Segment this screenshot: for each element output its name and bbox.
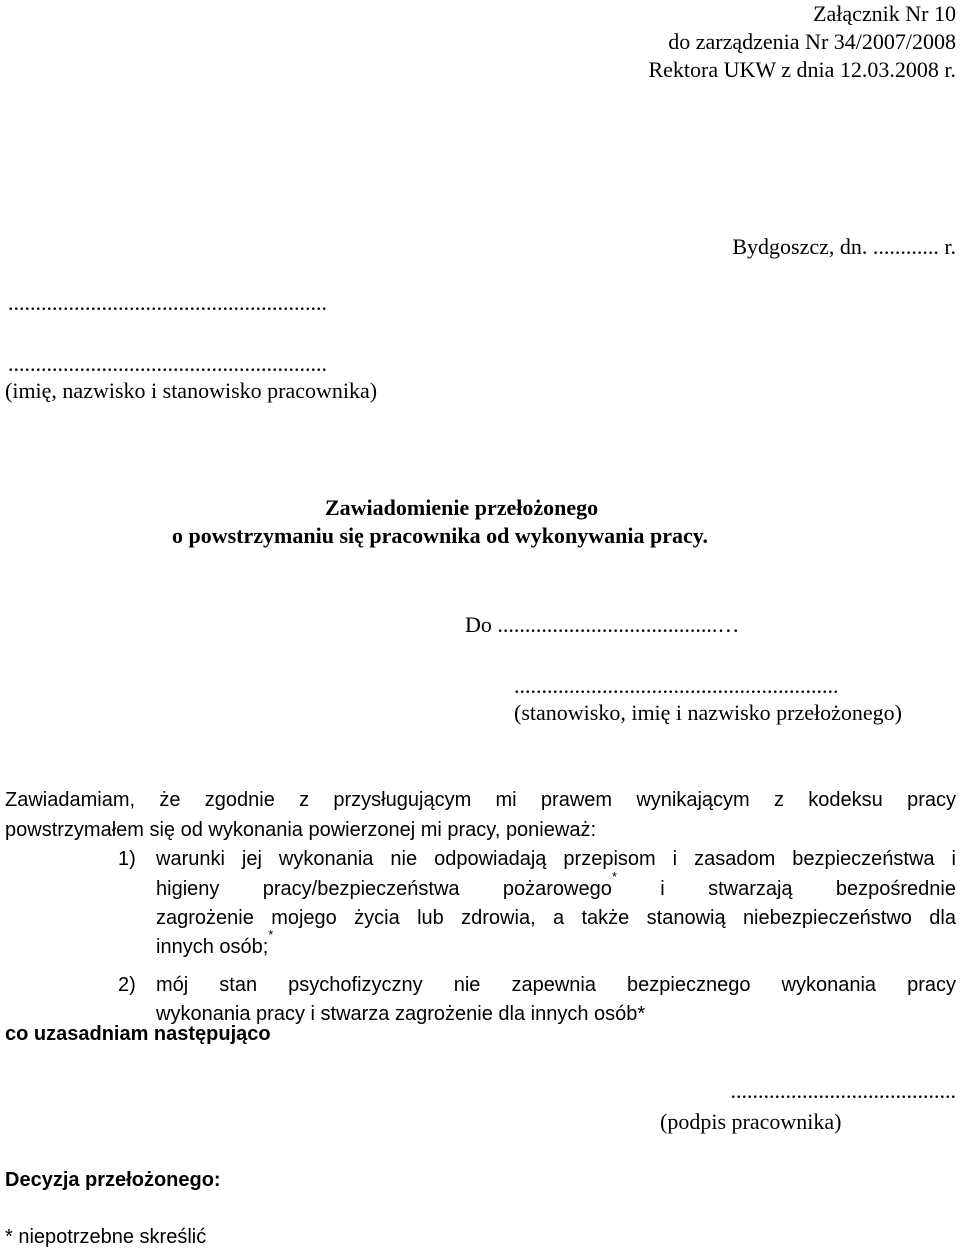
- recipient-field-line-1[interactable]: Do ........................................…: [465, 612, 740, 637]
- list-item-2-number: 2): [118, 974, 136, 996]
- justification-heading: co uzasadniam następująco: [5, 1023, 271, 1045]
- list-item-1-line-2-text: higieny pracy/bezpieczeństwa pożarowego: [156, 878, 612, 900]
- footnote-marker: *: [611, 869, 617, 884]
- annex-regulation: do zarządzenia Nr 34/2007/2008: [668, 29, 956, 54]
- footnote-marker: *: [268, 927, 274, 942]
- annex-date: Rektora UKW z dnia 12.03.2008 r.: [648, 57, 956, 82]
- footnote-text: * niepotrzebne skreślić: [5, 1226, 207, 1248]
- body-intro-line-2: powstrzymałem się od wykonania powierzonej mi pracy, ponieważ:: [5, 819, 596, 841]
- list-item-1-line-1: warunki jej wykonania nie odpowiadają przepisom i zasadom bezpieczeństwa i: [156, 848, 956, 870]
- document-subtitle: o powstrzymaniu się pracownika od wykonywania pracy.: [172, 523, 709, 548]
- employee-field-line-2[interactable]: ..........................................................: [8, 351, 327, 376]
- list-item-2-line-1: mój stan psychofizyczny nie zapewnia bezpiecznego wykonania pracy: [156, 974, 956, 996]
- list-item-1-number: 1): [118, 848, 136, 870]
- annex-number: Załącznik Nr 10: [813, 1, 956, 26]
- list-item-1-line-4-text: innych osób;: [156, 936, 269, 958]
- list-item-1-line-2: [156, 869, 956, 900]
- document-title: Zawiadomienie przełożonego: [325, 495, 599, 520]
- body-intro-line-1: Zawiadamiam, że zgodnie z przysługującym mi prawem wynikającym z kodeksu pracy: [5, 789, 956, 811]
- list-item-1-line-2-rest: i stwarzają bezpośrednie: [616, 878, 956, 900]
- decision-heading: Decyzja przełożonego:: [5, 1169, 221, 1191]
- list-item-2-line-2: wykonania pracy i stwarza zagrożenie dla innych osób*: [156, 1003, 646, 1025]
- employee-field-line-1[interactable]: ..........................................................: [8, 290, 327, 315]
- employee-caption: (imię, nazwisko i stanowisko pracownika): [5, 378, 378, 403]
- signature-field[interactable]: .........................................: [730, 1078, 956, 1103]
- recipient-caption: (stanowisko, imię i nazwisko przełożonego): [514, 700, 902, 725]
- place-date-field[interactable]: Bydgoszcz, dn. ............ r.: [732, 234, 956, 259]
- list-item-1-line-4: [156, 927, 274, 958]
- recipient-field-line-2[interactable]: ...........................................................: [514, 673, 839, 698]
- signature-caption: (podpis pracownika): [660, 1109, 842, 1134]
- list-item-1-line-3: zagrożenie mojego życia lub zdrowia, a także stanowią niebezpieczeństwo dla: [156, 907, 956, 929]
